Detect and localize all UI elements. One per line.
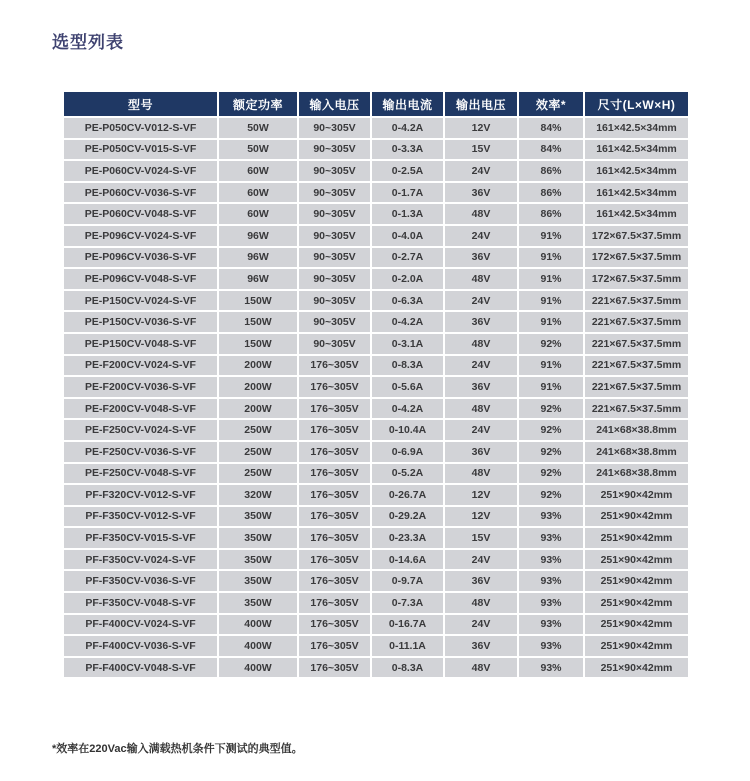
table-cell: 176~305V: [298, 419, 371, 441]
table-cell: 161×42.5×34mm: [584, 139, 689, 161]
table-cell: 221×67.5×37.5mm: [584, 311, 689, 333]
table-cell: 150W: [218, 290, 298, 312]
table-cell: 24V: [444, 290, 518, 312]
table-cell: 0-2.5A: [371, 160, 444, 182]
page-title: 选型列表: [52, 33, 124, 52]
model-cell: PE-P050CV-V012-S-VF: [63, 117, 218, 139]
table-cell: 36V: [444, 570, 518, 592]
column-header: 额定功率: [218, 91, 298, 117]
table-cell: 176~305V: [298, 635, 371, 657]
table-cell: 96W: [218, 268, 298, 290]
table-row: [63, 398, 689, 420]
model-cell: PE-F250CV-V024-S-VF: [63, 419, 218, 441]
table-cell: 251×90×42mm: [584, 527, 689, 549]
table-cell: 24V: [444, 419, 518, 441]
table-cell: 0-3.1A: [371, 333, 444, 355]
column-header: 输出电流: [371, 91, 444, 117]
table-cell: 0-5.2A: [371, 463, 444, 485]
table-cell: 251×90×42mm: [584, 549, 689, 571]
table-cell: 0-4.2A: [371, 398, 444, 420]
table-cell: 92%: [518, 419, 584, 441]
table-cell: 60W: [218, 203, 298, 225]
table-cell: 90~305V: [298, 247, 371, 269]
table-cell: 91%: [518, 268, 584, 290]
table-cell: 251×90×42mm: [584, 484, 689, 506]
table-row: [63, 506, 689, 528]
table-row: [63, 549, 689, 571]
table-cell: 48V: [444, 463, 518, 485]
table-cell: 90~305V: [298, 225, 371, 247]
table-cell: 86%: [518, 203, 584, 225]
table-cell: 86%: [518, 160, 584, 182]
model-cell: PF-F350CV-V024-S-VF: [63, 549, 218, 571]
table-cell: 176~305V: [298, 657, 371, 679]
table-row: [63, 333, 689, 355]
table-cell: 0-4.2A: [371, 117, 444, 139]
table-cell: 150W: [218, 311, 298, 333]
table-cell: 400W: [218, 614, 298, 636]
table-cell: 176~305V: [298, 484, 371, 506]
table-cell: 200W: [218, 398, 298, 420]
table-cell: 241×68×38.8mm: [584, 463, 689, 485]
table-cell: 93%: [518, 635, 584, 657]
table-cell: 36V: [444, 441, 518, 463]
table-cell: 12V: [444, 484, 518, 506]
table-cell: 48V: [444, 657, 518, 679]
table-cell: 48V: [444, 333, 518, 355]
table-cell: 50W: [218, 117, 298, 139]
table-cell: 241×68×38.8mm: [584, 419, 689, 441]
table-cell: 24V: [444, 355, 518, 377]
table-row: [63, 355, 689, 377]
table-cell: 50W: [218, 139, 298, 161]
model-cell: PF-F350CV-V012-S-VF: [63, 506, 218, 528]
table-cell: 84%: [518, 117, 584, 139]
table-cell: 0-4.0A: [371, 225, 444, 247]
table-row: [63, 484, 689, 506]
table-row: [63, 182, 689, 204]
table-cell: 90~305V: [298, 290, 371, 312]
table-cell: 150W: [218, 333, 298, 355]
table-row: [63, 160, 689, 182]
table-cell: 176~305V: [298, 463, 371, 485]
table-cell: 48V: [444, 268, 518, 290]
table-cell: 0-5.6A: [371, 376, 444, 398]
table-cell: 172×67.5×37.5mm: [584, 268, 689, 290]
model-cell: PF-F400CV-V048-S-VF: [63, 657, 218, 679]
table-cell: 84%: [518, 139, 584, 161]
table-cell: 250W: [218, 441, 298, 463]
table-cell: 36V: [444, 635, 518, 657]
table-cell: 0-11.1A: [371, 635, 444, 657]
table-cell: 60W: [218, 160, 298, 182]
table-cell: 91%: [518, 311, 584, 333]
table-row: [63, 527, 689, 549]
table-cell: 90~305V: [298, 203, 371, 225]
table-cell: 221×67.5×37.5mm: [584, 333, 689, 355]
table-cell: 0-4.2A: [371, 311, 444, 333]
table-cell: 0-16.7A: [371, 614, 444, 636]
table-cell: 92%: [518, 463, 584, 485]
table-cell: 0-8.3A: [371, 355, 444, 377]
selection-table-container: [62, 90, 688, 679]
table-cell: 176~305V: [298, 376, 371, 398]
selection-table: [62, 90, 690, 679]
table-cell: 93%: [518, 527, 584, 549]
table-cell: 176~305V: [298, 441, 371, 463]
table-cell: 176~305V: [298, 549, 371, 571]
table-cell: 36V: [444, 247, 518, 269]
table-cell: 90~305V: [298, 139, 371, 161]
table-row: [63, 268, 689, 290]
table-cell: 36V: [444, 376, 518, 398]
table-cell: 400W: [218, 657, 298, 679]
table-cell: 93%: [518, 506, 584, 528]
table-cell: 92%: [518, 398, 584, 420]
model-cell: PE-P060CV-V036-S-VF: [63, 182, 218, 204]
table-cell: 250W: [218, 463, 298, 485]
table-cell: 0-26.7A: [371, 484, 444, 506]
efficiency-footnote: *效率在220Vac输入满载热机条件下测试的典型值。: [52, 743, 303, 755]
table-cell: 12V: [444, 117, 518, 139]
table-cell: 251×90×42mm: [584, 570, 689, 592]
table-cell: 0-1.7A: [371, 182, 444, 204]
table-cell: 48V: [444, 398, 518, 420]
table-cell: 250W: [218, 419, 298, 441]
table-cell: 36V: [444, 182, 518, 204]
table-cell: 0-14.6A: [371, 549, 444, 571]
model-cell: PF-F400CV-V024-S-VF: [63, 614, 218, 636]
model-cell: PF-F350CV-V015-S-VF: [63, 527, 218, 549]
table-cell: 161×42.5×34mm: [584, 117, 689, 139]
table-cell: 161×42.5×34mm: [584, 160, 689, 182]
table-cell: 93%: [518, 570, 584, 592]
column-header: 输入电压: [298, 91, 371, 117]
table-cell: 92%: [518, 333, 584, 355]
table-cell: 15V: [444, 139, 518, 161]
table-cell: 251×90×42mm: [584, 635, 689, 657]
table-cell: 0-2.0A: [371, 268, 444, 290]
table-cell: 24V: [444, 160, 518, 182]
table-row: [63, 376, 689, 398]
table-cell: 93%: [518, 549, 584, 571]
table-row: [63, 570, 689, 592]
table-cell: 91%: [518, 225, 584, 247]
table-cell: 0-6.3A: [371, 290, 444, 312]
table-cell: 200W: [218, 376, 298, 398]
table-cell: 12V: [444, 506, 518, 528]
table-cell: 96W: [218, 225, 298, 247]
model-cell: PE-P060CV-V048-S-VF: [63, 203, 218, 225]
column-header: 效率*: [518, 91, 584, 117]
model-cell: PF-F350CV-V048-S-VF: [63, 592, 218, 614]
table-cell: 0-6.9A: [371, 441, 444, 463]
table-cell: 161×42.5×34mm: [584, 182, 689, 204]
model-cell: PE-P096CV-V036-S-VF: [63, 247, 218, 269]
model-cell: PE-P150CV-V024-S-VF: [63, 290, 218, 312]
table-body: [63, 117, 689, 678]
table-cell: 172×67.5×37.5mm: [584, 225, 689, 247]
model-cell: PE-P150CV-V048-S-VF: [63, 333, 218, 355]
table-cell: 0-2.7A: [371, 247, 444, 269]
table-cell: 0-1.3A: [371, 203, 444, 225]
table-cell: 91%: [518, 290, 584, 312]
table-cell: 91%: [518, 247, 584, 269]
table-cell: 48V: [444, 203, 518, 225]
table-cell: 176~305V: [298, 398, 371, 420]
table-row: [63, 203, 689, 225]
table-cell: 221×67.5×37.5mm: [584, 290, 689, 312]
table-cell: 93%: [518, 592, 584, 614]
table-cell: 0-7.3A: [371, 592, 444, 614]
table-cell: 176~305V: [298, 355, 371, 377]
table-cell: 86%: [518, 182, 584, 204]
table-cell: 350W: [218, 506, 298, 528]
model-cell: PE-P060CV-V024-S-VF: [63, 160, 218, 182]
model-cell: PE-F200CV-V048-S-VF: [63, 398, 218, 420]
header-row: [63, 91, 689, 117]
table-cell: 93%: [518, 657, 584, 679]
table-row: [63, 290, 689, 312]
model-cell: PF-F320CV-V012-S-VF: [63, 484, 218, 506]
table-row: [63, 419, 689, 441]
model-cell: PF-F350CV-V036-S-VF: [63, 570, 218, 592]
table-cell: 251×90×42mm: [584, 592, 689, 614]
table-row: [63, 614, 689, 636]
table-cell: 176~305V: [298, 506, 371, 528]
table-cell: 36V: [444, 311, 518, 333]
table-cell: 90~305V: [298, 311, 371, 333]
table-cell: 320W: [218, 484, 298, 506]
table-cell: 24V: [444, 614, 518, 636]
model-cell: PF-F400CV-V036-S-VF: [63, 635, 218, 657]
table-cell: 15V: [444, 527, 518, 549]
table-cell: 350W: [218, 549, 298, 571]
table-row: [63, 592, 689, 614]
table-cell: 90~305V: [298, 268, 371, 290]
table-row: [63, 117, 689, 139]
table-cell: 221×67.5×37.5mm: [584, 355, 689, 377]
table-row: [63, 441, 689, 463]
table-cell: 161×42.5×34mm: [584, 203, 689, 225]
table-cell: 91%: [518, 376, 584, 398]
model-cell: PE-F200CV-V024-S-VF: [63, 355, 218, 377]
table-header: [63, 91, 689, 117]
model-cell: PE-F250CV-V048-S-VF: [63, 463, 218, 485]
table-cell: 0-23.3A: [371, 527, 444, 549]
table-cell: 90~305V: [298, 182, 371, 204]
table-cell: 92%: [518, 441, 584, 463]
table-cell: 0-10.4A: [371, 419, 444, 441]
table-cell: 0-3.3A: [371, 139, 444, 161]
table-cell: 176~305V: [298, 527, 371, 549]
table-cell: 350W: [218, 527, 298, 549]
table-cell: 0-29.2A: [371, 506, 444, 528]
table-cell: 24V: [444, 225, 518, 247]
table-cell: 400W: [218, 635, 298, 657]
table-row: [63, 247, 689, 269]
table-cell: 176~305V: [298, 570, 371, 592]
model-cell: PE-P096CV-V024-S-VF: [63, 225, 218, 247]
table-cell: 90~305V: [298, 117, 371, 139]
table-cell: 0-9.7A: [371, 570, 444, 592]
table-cell: 172×67.5×37.5mm: [584, 247, 689, 269]
table-row: [63, 311, 689, 333]
model-cell: PE-P096CV-V048-S-VF: [63, 268, 218, 290]
column-header: 尺寸(L×W×H): [584, 91, 689, 117]
model-cell: PE-P050CV-V015-S-VF: [63, 139, 218, 161]
table-row: [63, 139, 689, 161]
table-cell: 48V: [444, 592, 518, 614]
table-row: [63, 463, 689, 485]
table-cell: 0-8.3A: [371, 657, 444, 679]
table-cell: 251×90×42mm: [584, 506, 689, 528]
model-cell: PE-F200CV-V036-S-VF: [63, 376, 218, 398]
table-cell: 251×90×42mm: [584, 657, 689, 679]
table-cell: 60W: [218, 182, 298, 204]
table-cell: 200W: [218, 355, 298, 377]
table-cell: 241×68×38.8mm: [584, 441, 689, 463]
table-cell: 221×67.5×37.5mm: [584, 376, 689, 398]
table-cell: 350W: [218, 570, 298, 592]
table-cell: 91%: [518, 355, 584, 377]
table-cell: 350W: [218, 592, 298, 614]
table-cell: 96W: [218, 247, 298, 269]
table-cell: 93%: [518, 614, 584, 636]
table-row: [63, 635, 689, 657]
table-row: [63, 225, 689, 247]
table-cell: 90~305V: [298, 333, 371, 355]
model-cell: PE-P150CV-V036-S-VF: [63, 311, 218, 333]
table-cell: 221×67.5×37.5mm: [584, 398, 689, 420]
model-cell: PE-F250CV-V036-S-VF: [63, 441, 218, 463]
table-cell: 251×90×42mm: [584, 614, 689, 636]
column-header: 输出电压: [444, 91, 518, 117]
table-cell: 176~305V: [298, 614, 371, 636]
table-cell: 176~305V: [298, 592, 371, 614]
table-row: [63, 657, 689, 679]
table-cell: 92%: [518, 484, 584, 506]
table-cell: 90~305V: [298, 160, 371, 182]
column-header: 型号: [63, 91, 218, 117]
table-cell: 24V: [444, 549, 518, 571]
